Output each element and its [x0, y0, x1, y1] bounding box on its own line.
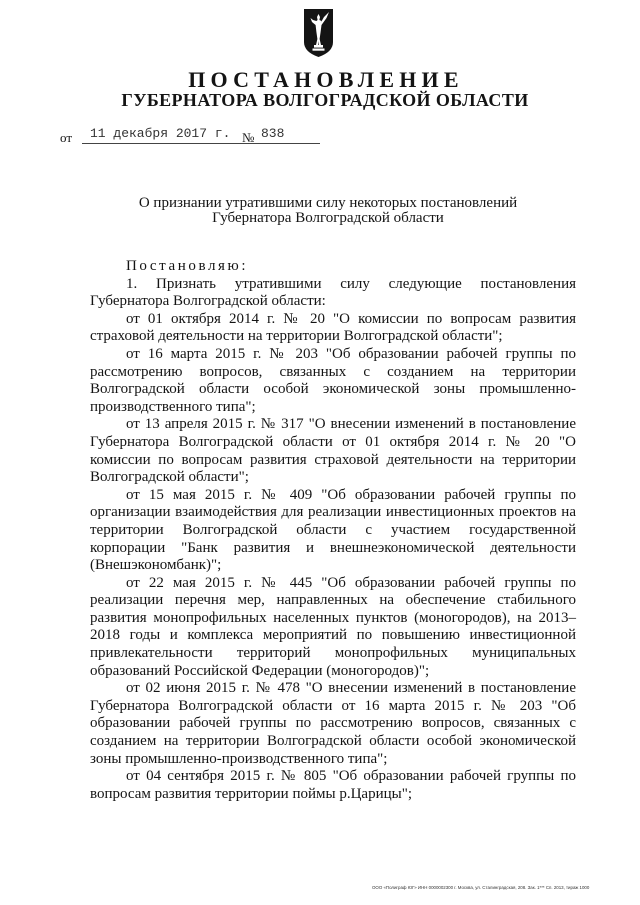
document-date: 11 декабря 2017 г.: [90, 126, 231, 141]
body-paragraph: от 02 июня 2015 г. № 478 "О внесении изменений в постановление Губернатора Волгоградской области от 16 марта 2015 г. № 203 "Об образовании рабочей группы по рассмотрению вопросов, связанных с созданием на территории Волгоградской области особой экономической зоны промышленно-производственного типа";: [90, 680, 576, 767]
document-subject: [0, 196, 640, 226]
number-underline: [254, 143, 320, 144]
number-label: №: [242, 130, 255, 145]
subject-line: О признании утратившими силу некоторых постановлений: [138, 195, 518, 211]
document-title: ПОСТАНОВЛЕНИЕ: [188, 67, 464, 92]
body-paragraph: от 04 сентября 2015 г. № 805 "Об образовании рабочей группы по вопросам развития территории поймы р.Царицы";: [90, 768, 576, 802]
document-body: [90, 258, 576, 803]
document-issuer: ГУБЕРНАТОРА ВОЛГОГРАДСКОЙ ОБЛАСТИ: [121, 90, 529, 110]
preamble: Постановляю:: [126, 258, 249, 274]
document-number: 838: [261, 126, 285, 141]
body-paragraph: от 22 мая 2015 г. № 445 "Об образовании рабочей группы по реализации перечня мер, направленных на обеспечение стабильного развития монопрофильных населенных пунктов (моногородов), на 2013–2018 годы и комплекса мероприятий по повышению инвестиционной привлекательности территорий монопрофильных муниципальных образований Российской Федерации (моногородов)";: [90, 574, 576, 679]
print-imprint: ООО «Полиграф ЮГ» ИНН 0000002300 г. Москва, ул. Сталинградская, 208. Зак. 1*** Сп. 2013, тираж 1000: [372, 885, 590, 890]
body-paragraph: 1. Признать утратившими силу следующие постановления Губернатора Волгоградской области:: [90, 275, 576, 310]
body-paragraph: от 16 марта 2015 г. № 203 "Об образовании рабочей группы по рассмотрению вопросов, связанных с созданием на территории Волгоградской области особой экономической зоны промышленно-производственного типа";: [90, 345, 576, 415]
body-paragraph: от 15 мая 2015 г. № 409 "Об образовании рабочей группы по организации взаимодействия для реализации инвестиционных проектов на территории Волгоградской области с участием государственной корпорации "Банк развития и внешнеэкономической деятельности (Внешэкономбанк)";: [90, 486, 576, 574]
coat-of-arms-icon: [302, 8, 335, 58]
date-from-label: от: [60, 130, 73, 145]
body-paragraph: от 13 апреля 2015 г. № 317 "О внесении изменений в постановление Губернатора Волгоградской области от 01 октября 2014 г. № 20 "О комиссии по вопросам развития страховой деятельности на территории Волгоградской области";: [90, 416, 576, 486]
body-paragraph: от 01 октября 2014 г. № 20 "О комиссии по вопросам развития страховой деятельности на территории Волгоградской области";: [90, 310, 576, 345]
subject-line: Губернатора Волгоградской области: [212, 210, 444, 226]
